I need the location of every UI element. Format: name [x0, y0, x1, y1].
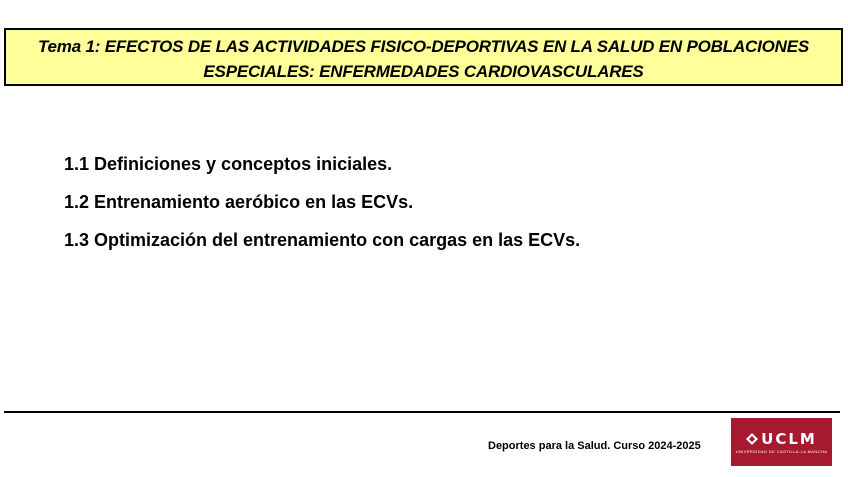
diamond-icon	[746, 433, 758, 445]
title-banner	[4, 28, 843, 86]
agenda-item-1-3: 1.3 Optimización del entrenamiento con cargas en las ECVs.	[64, 230, 581, 250]
agenda-list	[64, 153, 580, 267]
university-logo	[731, 418, 832, 466]
logo-wordmark: UCLM	[761, 429, 817, 448]
logo-mark	[746, 431, 817, 447]
footer-divider	[4, 411, 840, 413]
agenda-item-1-2: 1.2 Entrenamiento aeróbico en las ECVs.	[64, 192, 414, 212]
agenda-item-1-1: 1.1 Definiciones y conceptos iniciales.	[64, 154, 393, 174]
title-line-2: ESPECIALES: ENFERMEDADES CARDIOVASCULARES	[203, 62, 644, 81]
footer-course-text: Deportes para la Salud. Curso 2024-2025	[488, 440, 701, 452]
title-line-1: Tema 1: EFECTOS DE LAS ACTIVIDADES FISICO-DEPORTIVAS EN LA SALUD EN POBLACIONES	[37, 37, 809, 56]
logo-subtext: UNIVERSIDAD DE CASTILLA-LA MANCHA	[735, 448, 828, 454]
